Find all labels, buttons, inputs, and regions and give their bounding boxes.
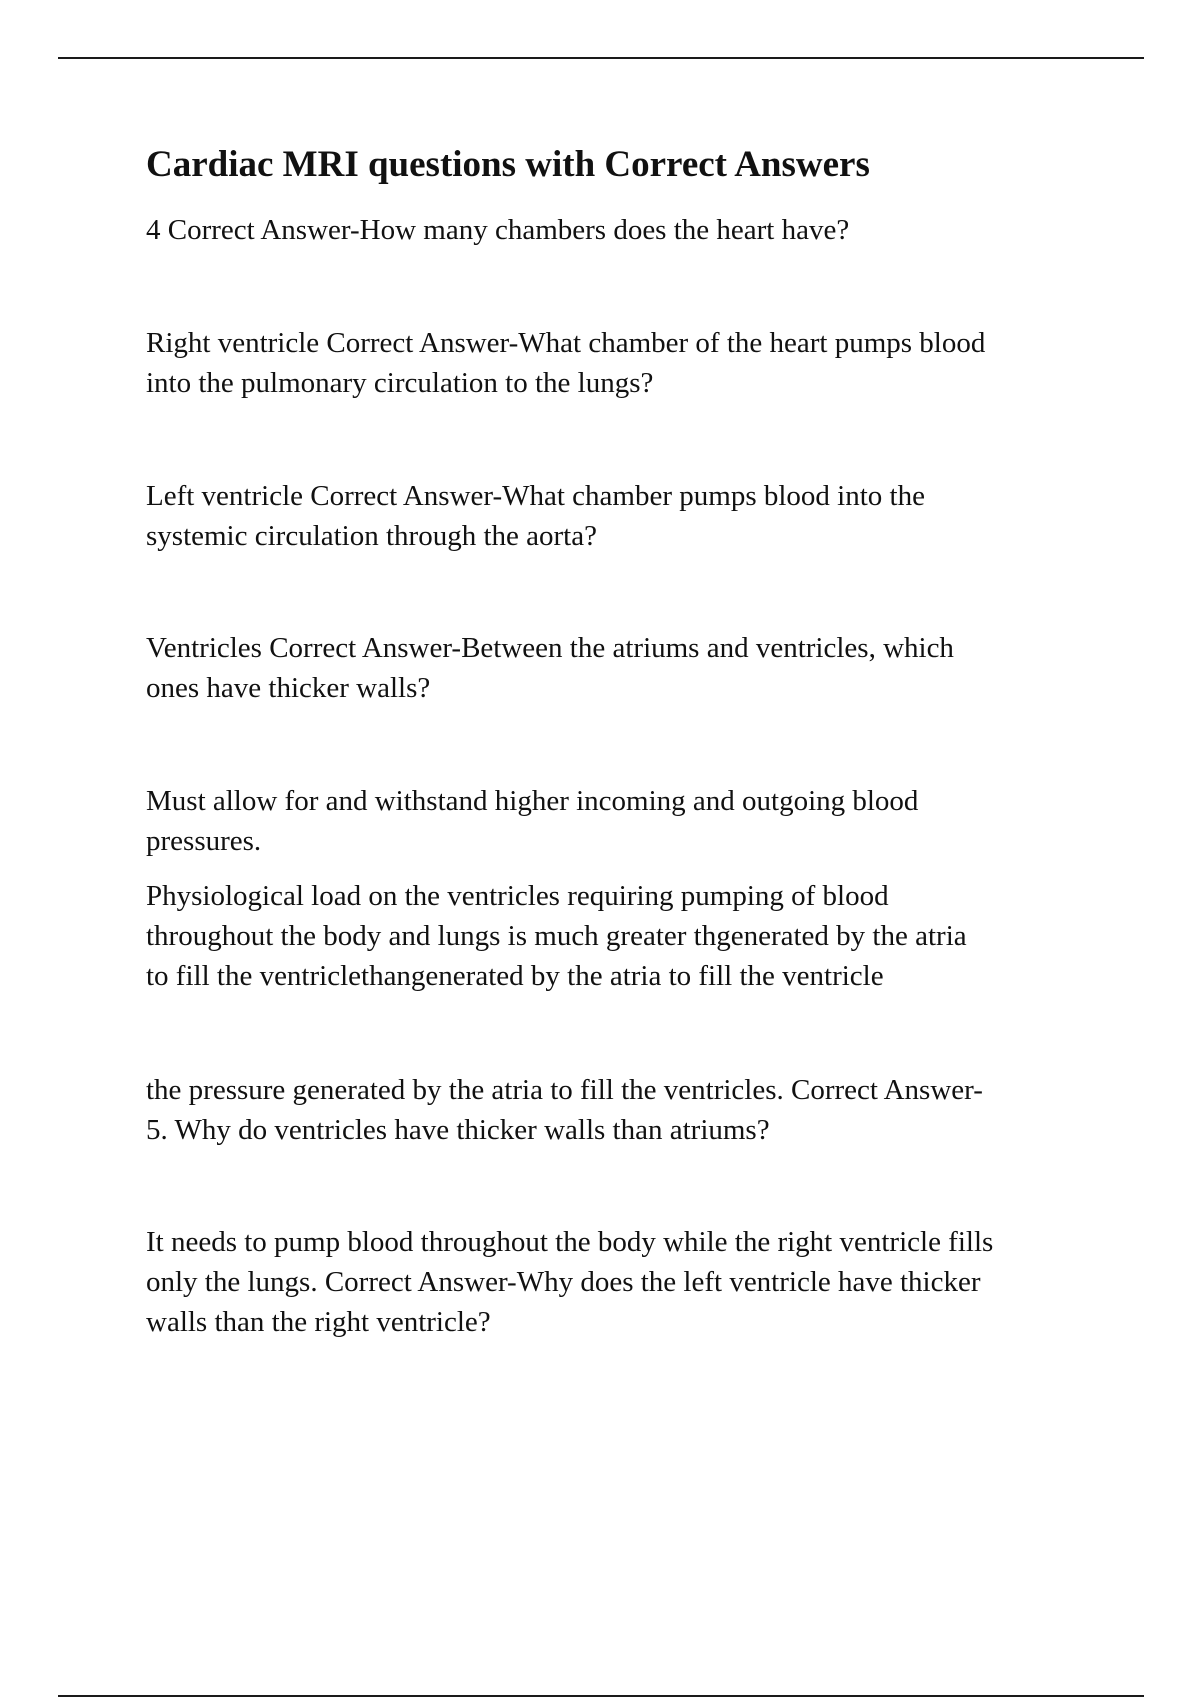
qa-paragraph-left-ventricle-walls: It needs to pump blood throughout the body while the right ventricle fills only the lungs. Correct Answer-Why does the left ventricle have thicker walls than the right ventricle? xyxy=(146,1226,994,1338)
qa-paragraph-physiological-load: Physiological load on the ventricles requiring pumping of blood throughout the body and lungs is much greater thgenerated by the atria to fill the ventriclethangenerated by the atria to fill the ventricle xyxy=(146,880,967,992)
footer-rule xyxy=(58,1695,1144,1697)
document-title: Cardiac MRI questions with Correct Answers xyxy=(146,144,870,185)
qa-paragraph-left-ventricle: Left ventricle Correct Answer-What chamber pumps blood into the systemic circulation through the aorta? xyxy=(146,480,925,552)
qa-paragraph-atria-pressure: the pressure generated by the atria to fill the ventricles. Correct Answer- 5. Why do ventricles have thicker walls than atriums? xyxy=(146,1074,983,1146)
qa-paragraph-chambers: 4 Correct Answer-How many chambers does the heart have? xyxy=(146,214,850,246)
header-rule xyxy=(58,57,1144,59)
qa-paragraph-thicker-walls: Ventricles Correct Answer-Between the atriums and ventricles, which ones have thicker walls? xyxy=(146,632,954,704)
qa-paragraph-pressures: Must allow for and withstand higher incoming and outgoing blood pressures. xyxy=(146,785,919,857)
qa-paragraph-right-ventricle: Right ventricle Correct Answer-What chamber of the heart pumps blood into the pulmonary circulation to the lungs? xyxy=(146,327,986,399)
